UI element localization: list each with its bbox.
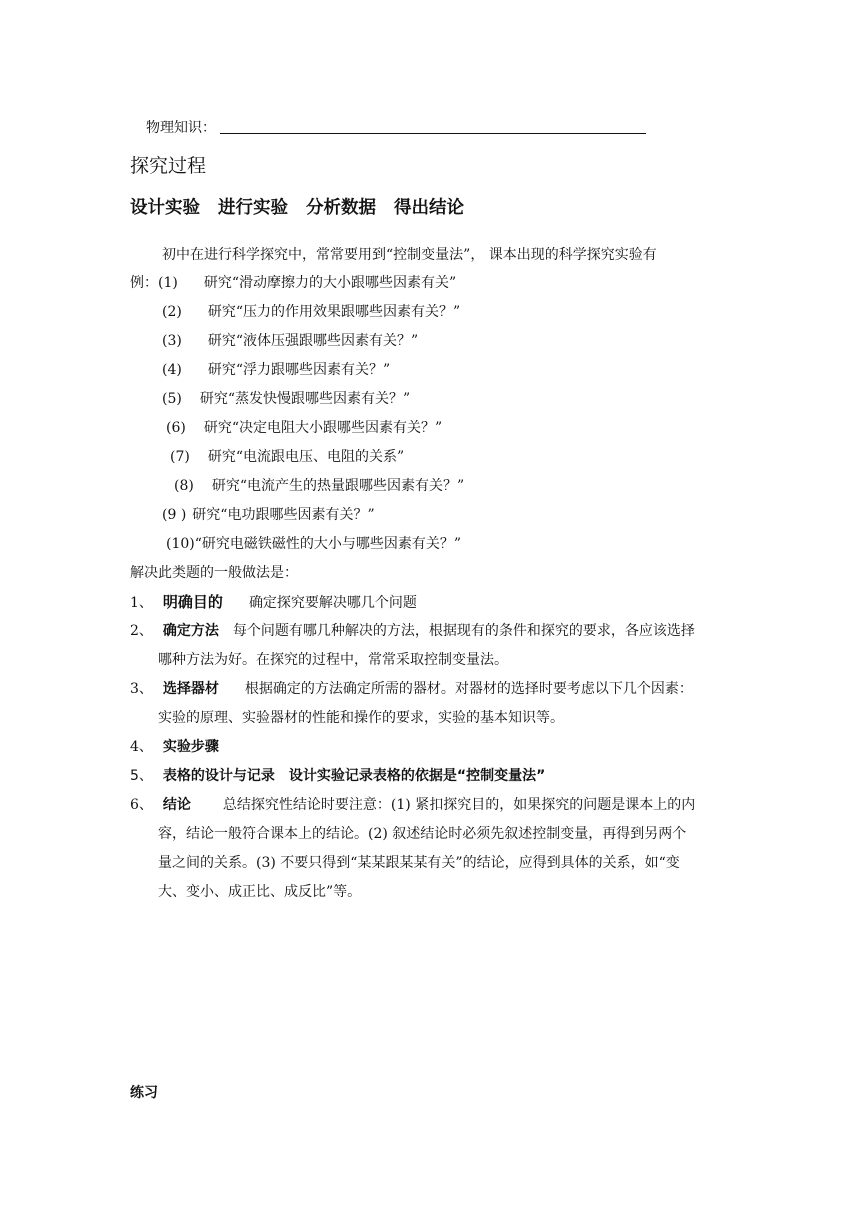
method-title: 结论: [162, 797, 191, 813]
method-text: 设计实验记录表格的依据是“控制变量法”: [288, 768, 546, 784]
example-text: 研究“液体压强跟哪些因素有关？”: [207, 333, 419, 349]
example-number: (5): [162, 391, 182, 407]
example-item: [162, 360, 390, 380]
method-title: 确定方法: [162, 623, 219, 639]
example-item: [174, 476, 464, 496]
example-number: (2): [162, 304, 182, 320]
example-number: 例：(1): [130, 275, 178, 291]
method-item: [130, 795, 695, 815]
method-item: [130, 679, 693, 699]
example-item: [162, 389, 410, 409]
example-text: 研究“电流跟电压、电阻的关系”: [207, 449, 405, 465]
example-text: 研究“决定电阻大小跟哪些因素有关？”: [203, 420, 443, 436]
example-item: [162, 505, 375, 525]
method-text: 总结探究性结论时要注意：(1) 紧扣探究目的，如果探究的问题是课本上的内: [222, 797, 696, 813]
steps-heading: [130, 196, 464, 220]
method-number: 3、: [130, 681, 153, 697]
example-text: 研究“浮力跟哪些因素有关？”: [207, 362, 391, 378]
example-item: [166, 534, 461, 554]
example-number: (9 ): [162, 507, 187, 523]
example-number: (7): [170, 449, 190, 465]
step-conclude: 得出结论: [394, 198, 464, 218]
example-number: (3): [162, 333, 182, 349]
method-text-continued: 容，结论一般符合课本上的结论。(2) 叙述结论时必须先叙述控制变量，再得到另两个: [158, 826, 687, 842]
method-item: [130, 737, 219, 757]
practice-heading: 练习: [130, 1085, 158, 1101]
method-item: [130, 592, 417, 613]
method-text-continued: 大、变小、成正比、成反比”等。: [158, 884, 362, 900]
step-analyze: 分析数据: [306, 198, 376, 218]
knowledge-blank-line: [220, 133, 646, 134]
example-number: (6): [166, 420, 186, 436]
method-number: 6、: [130, 797, 153, 813]
example-item: [162, 331, 418, 351]
method-title: 实验步骤: [162, 739, 219, 755]
method-number: 5、: [130, 768, 153, 784]
method-title: 表格的设计与记录: [162, 768, 275, 784]
method-title: 选择器材: [162, 681, 219, 697]
method-text-continued: 实验的原理、实验器材的性能和操作的要求，实验的基本知识等。: [158, 710, 564, 726]
method-text: 根据确定的方法确定所需的器材。对器材的选择时要考虑以下几个因素：: [244, 681, 693, 697]
example-item: [162, 302, 460, 322]
example-number: (8): [174, 478, 194, 494]
method-item: [130, 766, 545, 786]
method-item: [130, 621, 695, 641]
method-text: 确定探究要解决哪几个问题: [248, 595, 417, 611]
method-title: 明确目的: [162, 593, 223, 611]
intro-line-1: 初中在进行科学探究中，常常要用到“控制变量法”， 课本出现的科学探究实验有: [162, 247, 657, 263]
example-text: “研究电磁铁磁性的大小与哪些因素有关？”: [194, 536, 462, 552]
method-number: 1、: [130, 595, 153, 611]
example-text: 研究“电流产生的热量跟哪些因素有关？”: [211, 478, 465, 494]
example-text: 研究“滑动摩擦力的大小跟哪些因素有关”: [203, 275, 457, 291]
method-number: 2、: [130, 623, 153, 639]
method-intro: 解决此类题的一般做法是：: [130, 565, 298, 581]
example-number: (10): [166, 536, 195, 552]
example-number: (4): [162, 362, 182, 378]
knowledge-label: 物理知识：: [146, 120, 216, 136]
method-text: 每个问题有哪几种解决的方法，根据现有的条件和探究的要求，各应该选择: [232, 623, 695, 639]
example-item: [166, 418, 442, 438]
intro-line-2: [130, 273, 456, 293]
step-conduct: 进行实验: [218, 198, 288, 218]
example-text: 研究“压力的作用效果跟哪些因素有关？”: [207, 304, 461, 320]
section-title: 探究过程: [130, 155, 207, 177]
method-number: 4、: [130, 739, 153, 755]
method-text-continued: 哪种方法为好。在探究的过程中，常常采取控制变量法。: [158, 652, 508, 668]
step-design: 设计实验: [130, 198, 200, 218]
method-text-continued: 量之间的关系。(3) 不要只得到“某某跟某某有关”的结论，应得到具体的关系，如“变: [158, 855, 680, 871]
example-text: 研究“蒸发快慢跟哪些因素有关？”: [199, 391, 411, 407]
example-item: [170, 447, 404, 467]
example-text: 研究“电功跟哪些因素有关？”: [192, 507, 375, 523]
